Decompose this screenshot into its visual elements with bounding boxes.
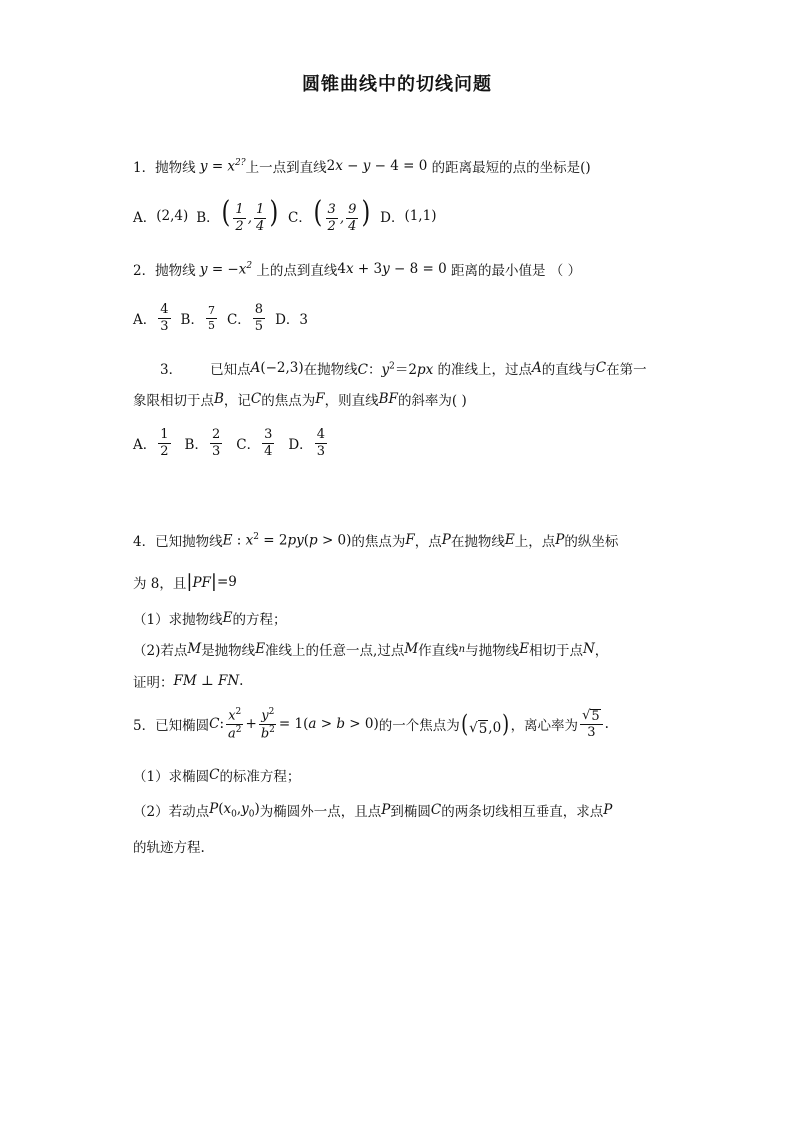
- q4-point-p2: P: [555, 532, 565, 548]
- q3-text-d: 的直线与: [541, 362, 596, 378]
- q2-stem-suffix: 距离的最小值是 （ ）: [451, 263, 582, 279]
- q5-sub1: [133, 765, 300, 785]
- q5-text-b: 的一个焦点为: [378, 718, 460, 735]
- q2-parabola-eq: $y = -x^2$: [195, 260, 253, 278]
- q4-sub2-d: 作直线: [418, 643, 459, 659]
- q4-text-c: ，点: [414, 534, 442, 550]
- q1-stem-suffix: 的距离最短的点的坐标是(): [431, 160, 591, 176]
- q3-option-a-label: A．: [133, 437, 157, 454]
- q2-option-b-value: $\frac{7}{5}$: [207, 304, 215, 332]
- q4-sub2-a: （2)若点: [133, 643, 188, 659]
- q5-sub2-d: 的两条切线相互垂直，求点: [441, 804, 604, 820]
- q1-stem-mid: 上一点到直线: [245, 160, 327, 176]
- q4-text-a: 4．已知抛物线: [133, 534, 223, 550]
- q1-option-c-label: C．: [287, 209, 312, 226]
- q4-sub2: [133, 639, 608, 659]
- q4-sub1-b: 的方程；: [232, 612, 287, 628]
- q3-text-a: 已知点: [210, 362, 251, 378]
- q3-point-b: B: [214, 391, 224, 407]
- q5-sub2-e: 的轨迹方程.: [133, 840, 205, 856]
- q1-options: [133, 195, 437, 234]
- q3-text-j: 的斜率为( ): [397, 393, 467, 409]
- q4-text-b: 的焦点为: [351, 534, 406, 550]
- q2-option-c-label: C．: [226, 312, 251, 329]
- q1-line-eq: 2x − y − 4 = 0: [326, 158, 428, 174]
- q5-sub2-p2: P: [603, 802, 613, 818]
- q4-abs-pf: |PF|: [186, 571, 217, 592]
- q4-proof: [133, 671, 243, 691]
- q5-focus-point: ( √ 5 ,0): [460, 709, 510, 738]
- q3-text-g: ，记: [223, 393, 251, 409]
- q3-parabola-eq: C：$y^2=2px$: [357, 361, 438, 378]
- q1-option-b-value: ( $\frac{1}{2}$ , $\frac{1}{4}$ ): [221, 195, 279, 234]
- q2-stem: [133, 259, 581, 279]
- q1-option-d-value: (1,1): [404, 207, 437, 224]
- q4-curve-e: E: [504, 532, 515, 548]
- q2-option-b-label: B．: [180, 312, 204, 329]
- q3-number: 3．: [160, 362, 183, 378]
- q4-point-p: P: [441, 532, 451, 548]
- q5-eccentricity: √ 5 3: [578, 709, 605, 740]
- q5-text-d: .: [604, 716, 609, 733]
- q2-line-eq: 4x + 3y − 8 = 0: [337, 261, 447, 277]
- q4-stem-line1: [133, 530, 618, 550]
- q3-stem-line1: [160, 358, 647, 378]
- q4-stem-line2: [133, 571, 237, 592]
- q4-sub2-e-text: 与抛物线: [465, 643, 520, 659]
- q1-option-a-label: A．: [133, 209, 157, 226]
- q3-option-d-label: D．: [288, 437, 313, 454]
- q4-sub1-a: （1）求抛物线: [133, 612, 223, 628]
- q4-sub2-b: 是抛物线: [201, 643, 256, 659]
- q5-sub1-b: 的标准方程；: [219, 769, 301, 785]
- q5-text-a: 5．已知椭圆: [133, 718, 210, 735]
- q3-option-c-value: $\frac{3}{4}$: [264, 427, 273, 459]
- q3-text-i: ，则直线: [324, 393, 379, 409]
- q3-option-b-label: B．: [184, 437, 208, 454]
- q4-sub1-e: E: [222, 610, 233, 626]
- q4-sub2-m2: M: [404, 641, 419, 657]
- q5-sub2-a: （2）若动点: [133, 804, 210, 820]
- q5-stem-line1: [133, 708, 609, 741]
- q4-sub2-n: N: [582, 641, 595, 657]
- q4-sub2-n-line: n: [458, 643, 466, 655]
- q1-option-b-label: B．: [196, 209, 220, 226]
- q5-sub1-c: C: [209, 767, 220, 783]
- q4-sub2-f: 相切于点: [528, 643, 583, 659]
- q3-text-c: 的准线上，过点: [437, 362, 533, 378]
- q2-option-d-label: D．3: [275, 312, 308, 329]
- q5-text-c: ，离心率为: [510, 718, 579, 735]
- q3-point-a: A(−2,3): [250, 360, 304, 376]
- q4-sub2-c: 准线上的任意一点,过点: [265, 643, 405, 659]
- q4-text-e: 上，点: [514, 534, 556, 550]
- q1-option-c-value: ( $\frac{3}{2}$ , $\frac{9}{4}$ ): [313, 195, 371, 234]
- q2-option-a-label: A．: [133, 312, 157, 329]
- q4-sub1: [133, 608, 286, 628]
- q1-option-a-value: (2,4): [156, 207, 189, 224]
- q5-sub2: [133, 800, 612, 820]
- q1-parabola-eq: $y = x^{2?}$: [195, 157, 246, 175]
- q3-options: [133, 428, 329, 458]
- q4-parabola-eq: E : $x^2 = 2py(p > 0)$: [222, 531, 352, 549]
- q1-stem: [133, 156, 591, 176]
- q3-focus-f: F: [315, 391, 325, 407]
- q4-sub2-m: M: [187, 641, 202, 657]
- q2-option-c-value: $\frac{8}{5}$: [254, 302, 264, 334]
- q5-sub2-p: P: [381, 802, 391, 818]
- q1-stem-prefix: 1．抛物线: [133, 160, 196, 176]
- q2-stem-mid: 上的点到直线: [256, 263, 338, 279]
- q3-text-b: 在抛物线: [303, 362, 358, 378]
- q3-curve-c-ref2: C: [250, 391, 262, 407]
- q4-sub2-e2: E: [519, 641, 529, 657]
- q5-sub2-b: 为椭圆外一点，且点: [259, 804, 382, 820]
- q2-stem-prefix: 2．抛物线: [133, 263, 196, 279]
- q3-option-c-label: C．: [236, 437, 261, 454]
- q4-sub2-e: E: [255, 641, 266, 657]
- q4-text-f: 的纵坐标: [564, 534, 619, 550]
- q3-stem-line2: [133, 389, 467, 409]
- q3-text-f: 象限相切于点: [133, 393, 214, 409]
- q3-point-a-ref: A: [532, 360, 542, 376]
- q2-option-a-value: $\frac{4}{3}$: [160, 302, 169, 334]
- q4-text-d: 在抛物线: [450, 534, 505, 550]
- q4-focus-f: F: [405, 532, 415, 548]
- page-title: 圆锥曲线中的切线问题: [302, 74, 492, 95]
- q5-sub2-end: [133, 836, 205, 856]
- q3-option-a-value: $\frac{1}{2}$: [160, 427, 169, 459]
- q5-sub1-a: （1）求椭圆: [133, 769, 210, 785]
- q5-sub2-c: 到椭圆: [390, 804, 431, 820]
- q3-option-d-value: $\frac{4}{3}$: [316, 427, 325, 459]
- q3-option-b-value: $\frac{2}{3}$: [211, 427, 221, 459]
- q4-text-h: =9: [217, 573, 237, 590]
- q3-curve-c-ref: C: [595, 360, 607, 376]
- q3-text-e: 在第一: [606, 362, 647, 378]
- q2-options: [133, 303, 308, 333]
- q4-proof-b: .: [239, 673, 244, 689]
- q5-sub2-curve-c: C: [430, 802, 442, 818]
- q5-sub2-point: $P(x_0,y_0)$: [209, 800, 260, 820]
- q4-proof-a: 证明：: [133, 675, 174, 691]
- q1-option-d-label: D．: [380, 209, 405, 226]
- q3-line-bf: BF: [378, 391, 398, 407]
- q4-sub2-g: ，: [594, 643, 609, 659]
- q4-proof-eq: FM ⊥ FN: [173, 673, 240, 689]
- q4-text-g: 为 8，且: [133, 575, 187, 592]
- q3-text-h: 的焦点为: [261, 393, 316, 409]
- q5-ellipse-eq: C: $\frac{x^2}{a^2}$ + $\frac{y^2}{b^2}$ = 1(a > b > 0): [209, 707, 379, 742]
